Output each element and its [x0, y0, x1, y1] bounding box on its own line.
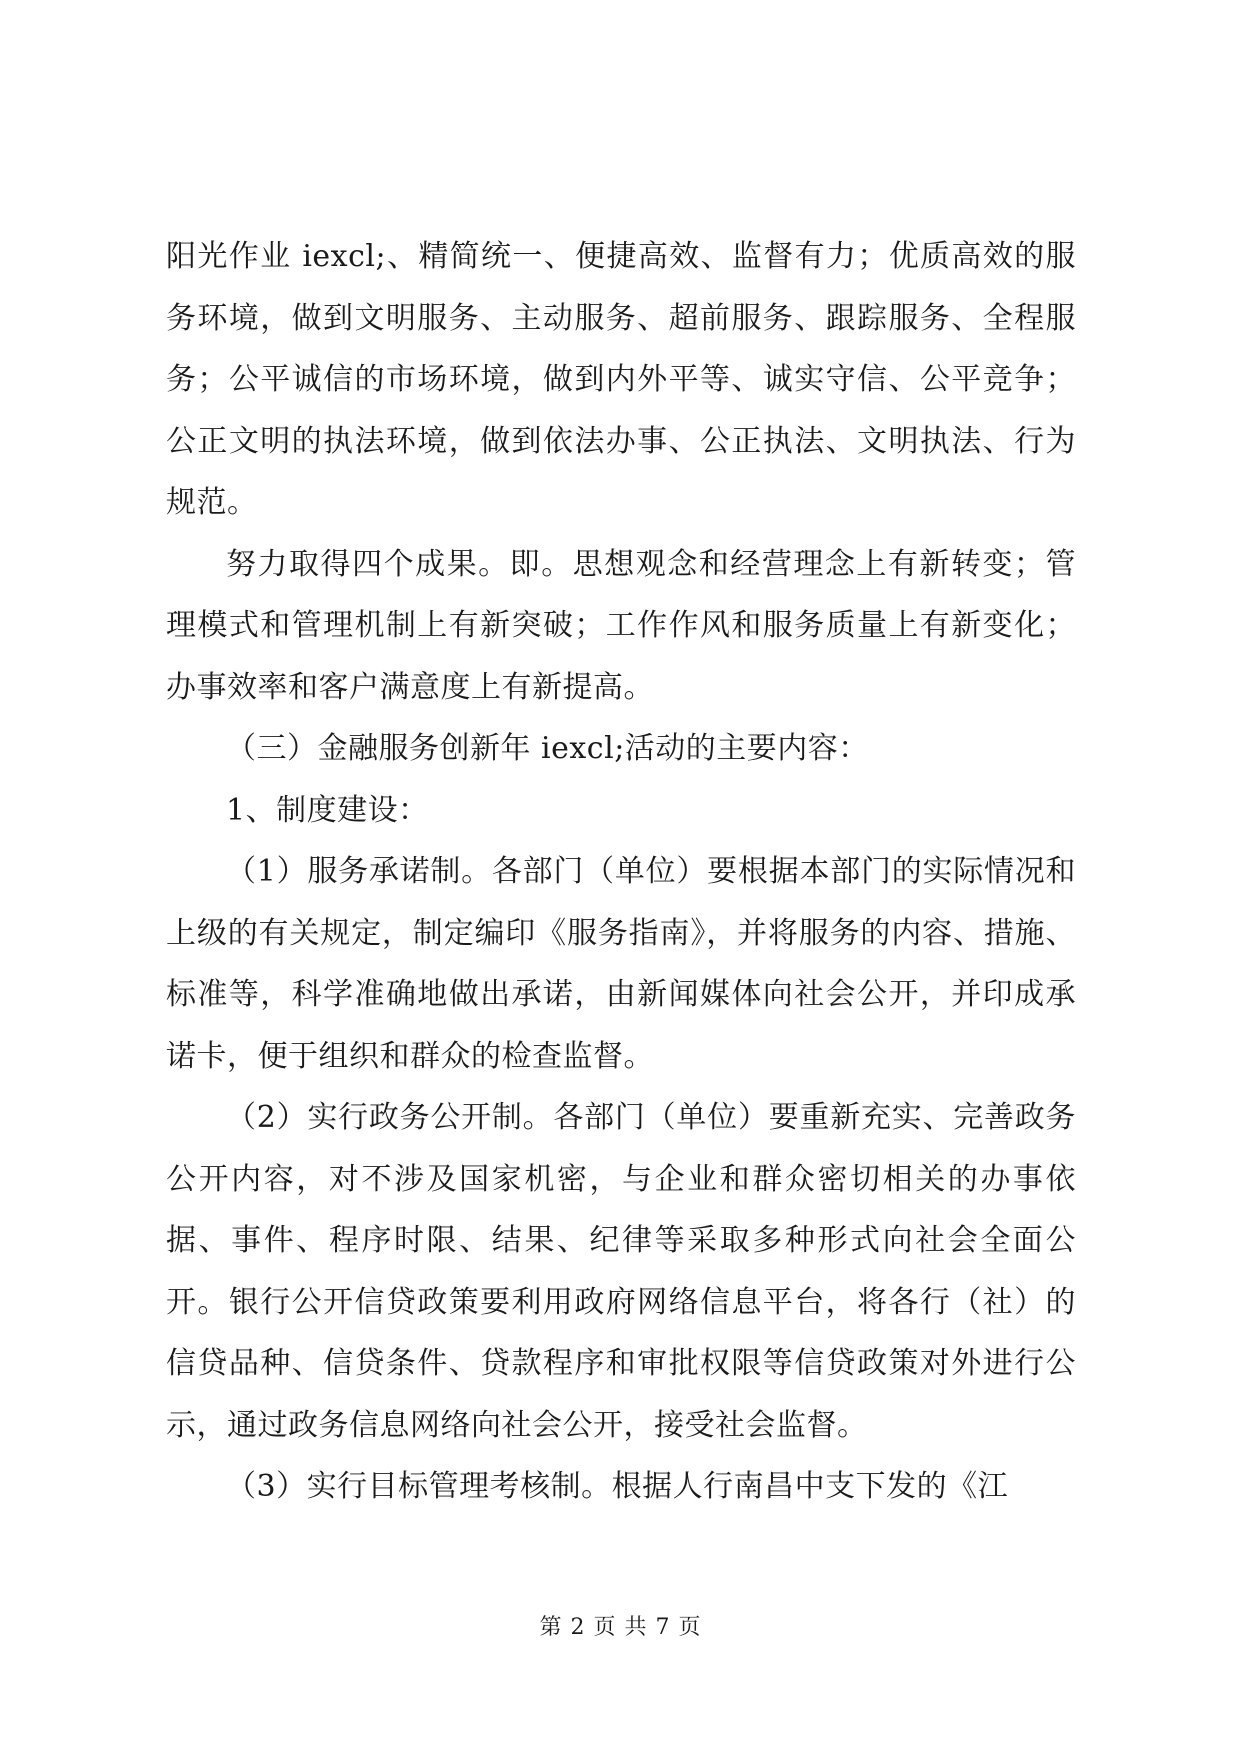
- paragraph-5: （1）服务承诺制。各部门（单位）要根据本部门的实际情况和上级的有关规定，制定编印《服务指南》，并将服务的内容、措施、标准等，科学准确地做出承诺，由新闻媒体向社会公开，并印成承诺卡，便于组织和群众的检查监督。: [166, 854, 1076, 1074]
- paragraph-6: （2）实行政务公开制。各部门（单位）要重新充实、完善政务公开内容，对不涉及国家机密，与企业和群众密切相关的办事依据、事件、程序时限、结果、纪律等采取多种形式向社会全面公开。银行公开信贷政策要利用政府网络信息平台，将各行（社）的信贷品种、信贷条件、贷款程序和审批权限等信贷政策对外进行公示，通过政务信息网络向社会公开，接受社会监督。: [166, 1100, 1076, 1443]
- paragraph-2: 努力取得四个成果。即。思想观念和经营理念上有新转变；管理模式和管理机制上有新突破；工作作风和服务质量上有新变化；办事效率和客户满意度上有新提高。: [166, 546, 1076, 705]
- page-footer: 第 2 页 共 7 页: [539, 1615, 702, 1640]
- body-text: [166, 226, 1076, 1518]
- paragraph-1: 阳光作业 iexcl;、精简统一、便捷高效、监督有力；优质高效的服务环境，做到文明服务、主动服务、超前服务、跟踪服务、全程服务；公平诚信的市场环境，做到内外平等、诚实守信、公平竞争；公正文明的执法环境，做到依法办事、公正执法、文明执法、行为规范。: [166, 239, 1076, 520]
- paragraph-3: （三）金融服务创新年 iexcl;活动的主要内容：: [226, 731, 869, 766]
- paragraph-7: （3）实行目标管理考核制。根据人行南昌中支下发的《江: [226, 1469, 1009, 1504]
- paragraph-4: 1、制度建设：: [226, 792, 429, 828]
